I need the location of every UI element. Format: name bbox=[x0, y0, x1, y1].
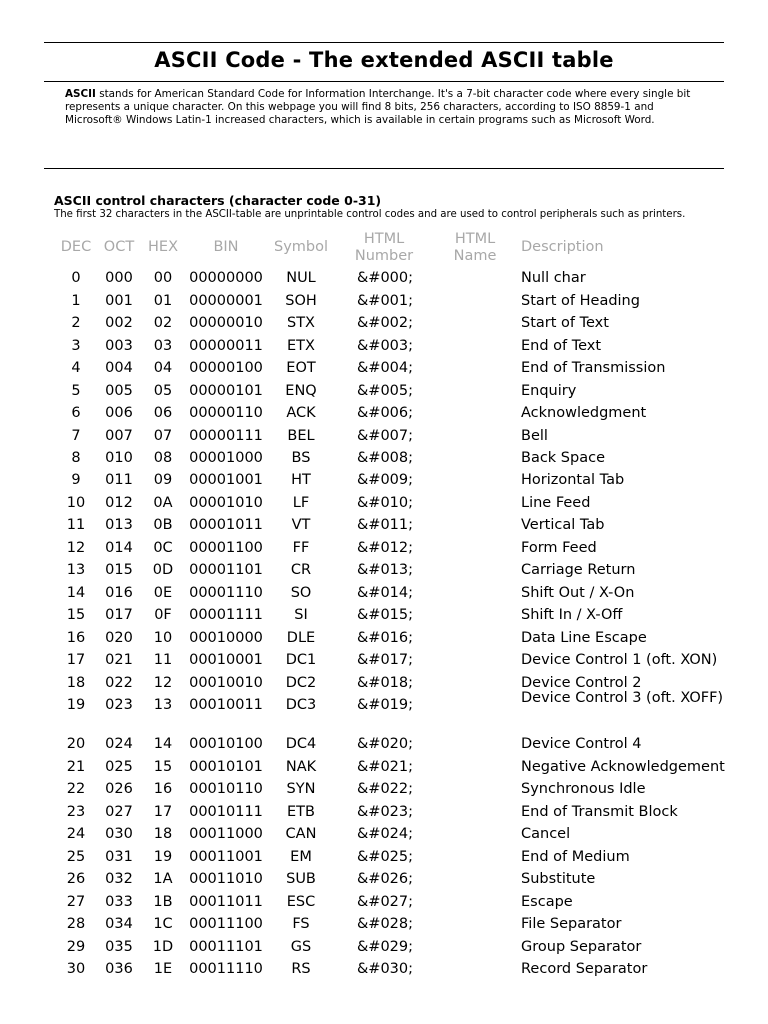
cell-description: Data Line Escape bbox=[521, 630, 647, 646]
cell-oct: 007 bbox=[105, 428, 133, 444]
cell-description: Form Feed bbox=[521, 540, 597, 556]
cell-symbol: DC1 bbox=[285, 652, 317, 668]
cell-dec: 13 bbox=[66, 562, 86, 578]
cell-description: Group Separator bbox=[521, 939, 642, 955]
cell-description: Shift Out / X-On bbox=[521, 585, 635, 601]
title-divider bbox=[44, 81, 724, 82]
cell-oct: 016 bbox=[105, 585, 133, 601]
cell-hex: 13 bbox=[153, 697, 173, 713]
cell-hex: 1D bbox=[152, 939, 174, 955]
cell-symbol: ETX bbox=[287, 338, 315, 354]
intro-paragraph bbox=[65, 88, 695, 127]
cell-html-number: &#029; bbox=[357, 939, 414, 955]
cell-symbol: CR bbox=[290, 562, 312, 578]
cell-symbol: SOH bbox=[285, 293, 317, 309]
header-symbol: Symbol bbox=[273, 239, 328, 255]
cell-bin: 00010100 bbox=[189, 736, 263, 752]
cell-hex: 0F bbox=[154, 607, 172, 623]
cell-dec: 7 bbox=[71, 428, 81, 444]
cell-hex: 07 bbox=[153, 428, 173, 444]
cell-description: Device Control 4 bbox=[521, 736, 642, 752]
cell-html-number: &#016; bbox=[357, 630, 414, 646]
cell-html-number: &#006; bbox=[357, 405, 414, 421]
cell-hex: 11 bbox=[153, 652, 173, 668]
cell-hex: 1A bbox=[153, 871, 173, 887]
cell-dec: 27 bbox=[66, 894, 86, 910]
cell-symbol: LF bbox=[292, 495, 310, 511]
cell-bin: 00011101 bbox=[189, 939, 263, 955]
cell-hex: 17 bbox=[153, 804, 173, 820]
cell-html-number: &#026; bbox=[357, 871, 414, 887]
cell-symbol: SYN bbox=[286, 781, 316, 797]
cell-bin: 00010010 bbox=[189, 675, 263, 691]
cell-oct: 000 bbox=[105, 270, 133, 286]
page-title: ASCII Code - The extended ASCII table bbox=[154, 48, 614, 72]
cell-symbol: STX bbox=[287, 315, 315, 331]
cell-description: Carriage Return bbox=[521, 562, 636, 578]
cell-bin: 00000010 bbox=[189, 315, 263, 331]
cell-oct: 013 bbox=[105, 517, 133, 533]
cell-oct: 022 bbox=[105, 675, 133, 691]
cell-hex: 0B bbox=[153, 517, 173, 533]
cell-oct: 027 bbox=[105, 804, 133, 820]
cell-description: Null char bbox=[521, 270, 586, 286]
header-html-number: HTML Number bbox=[354, 231, 414, 264]
cell-symbol: NUL bbox=[286, 270, 316, 286]
cell-html-number: &#004; bbox=[357, 360, 414, 376]
cell-hex: 0E bbox=[153, 585, 173, 601]
header-hex: HEX bbox=[148, 239, 178, 255]
cell-bin: 00001011 bbox=[189, 517, 263, 533]
cell-bin: 00011010 bbox=[189, 871, 263, 887]
cell-symbol: FF bbox=[292, 540, 310, 556]
cell-oct: 017 bbox=[105, 607, 133, 623]
cell-description: Negative Acknowledgement bbox=[521, 759, 725, 775]
cell-bin: 00000100 bbox=[189, 360, 263, 376]
cell-hex: 12 bbox=[153, 675, 173, 691]
cell-oct: 032 bbox=[105, 871, 133, 887]
cell-symbol: FS bbox=[292, 916, 310, 932]
cell-html-number: &#024; bbox=[357, 826, 414, 842]
cell-description: Cancel bbox=[521, 826, 571, 842]
cell-dec: 24 bbox=[66, 826, 86, 842]
cell-html-number: &#023; bbox=[357, 804, 414, 820]
cell-hex: 1C bbox=[153, 916, 173, 932]
cell-description: Vertical Tab bbox=[521, 517, 605, 533]
cell-description: End of Transmission bbox=[521, 360, 666, 376]
cell-bin: 00010111 bbox=[189, 804, 263, 820]
cell-oct: 006 bbox=[105, 405, 133, 421]
cell-oct: 015 bbox=[105, 562, 133, 578]
cell-html-number: &#020; bbox=[357, 736, 414, 752]
cell-html-number: &#005; bbox=[357, 383, 414, 399]
cell-hex: 0A bbox=[153, 495, 173, 511]
cell-bin: 00010000 bbox=[189, 630, 263, 646]
cell-bin: 00000111 bbox=[189, 428, 263, 444]
cell-oct: 031 bbox=[105, 849, 133, 865]
cell-hex: 03 bbox=[153, 338, 173, 354]
cell-bin: 00000011 bbox=[189, 338, 263, 354]
header-bin: BIN bbox=[213, 239, 239, 255]
cell-oct: 003 bbox=[105, 338, 133, 354]
cell-dec: 1 bbox=[71, 293, 81, 309]
cell-hex: 08 bbox=[153, 450, 173, 466]
cell-oct: 004 bbox=[105, 360, 133, 376]
cell-description: Bell bbox=[521, 428, 548, 444]
cell-bin: 00011110 bbox=[189, 961, 263, 977]
cell-html-number: &#011; bbox=[357, 517, 414, 533]
cell-oct: 020 bbox=[105, 630, 133, 646]
cell-description: Start of Heading bbox=[521, 293, 640, 309]
cell-dec: 8 bbox=[71, 450, 81, 466]
cell-description: Acknowledgment bbox=[521, 405, 647, 421]
cell-oct: 035 bbox=[105, 939, 133, 955]
cell-html-number: &#019; bbox=[357, 697, 414, 713]
cell-symbol: SUB bbox=[286, 871, 316, 887]
cell-oct: 010 bbox=[105, 450, 133, 466]
cell-symbol: DC4 bbox=[285, 736, 317, 752]
intro-divider bbox=[44, 168, 724, 169]
cell-hex: 10 bbox=[153, 630, 173, 646]
cell-bin: 00000001 bbox=[189, 293, 263, 309]
cell-description: Device Control 1 (oft. XON) bbox=[521, 652, 718, 668]
cell-dec: 5 bbox=[71, 383, 81, 399]
cell-html-number: &#015; bbox=[357, 607, 414, 623]
cell-description: Enquiry bbox=[521, 383, 577, 399]
cell-oct: 023 bbox=[105, 697, 133, 713]
cell-symbol: NAK bbox=[285, 759, 317, 775]
cell-oct: 001 bbox=[105, 293, 133, 309]
cell-bin: 00000101 bbox=[189, 383, 263, 399]
cell-description: Back Space bbox=[521, 450, 605, 466]
cell-html-number: &#009; bbox=[357, 472, 414, 488]
cell-symbol: GS bbox=[290, 939, 312, 955]
cell-description: End of Text bbox=[521, 338, 602, 354]
cell-symbol: ETB bbox=[287, 804, 315, 820]
cell-hex: 19 bbox=[153, 849, 173, 865]
cell-dec: 12 bbox=[66, 540, 86, 556]
cell-oct: 026 bbox=[105, 781, 133, 797]
cell-oct: 030 bbox=[105, 826, 133, 842]
cell-oct: 025 bbox=[105, 759, 133, 775]
section-heading: ASCII control characters (character code 0-31) bbox=[54, 193, 382, 208]
header-html-name: HTML Name bbox=[453, 231, 497, 264]
cell-dec: 17 bbox=[66, 652, 86, 668]
cell-hex: 15 bbox=[153, 759, 173, 775]
cell-oct: 036 bbox=[105, 961, 133, 977]
cell-dec: 30 bbox=[66, 961, 86, 977]
cell-html-number: &#017; bbox=[357, 652, 414, 668]
cell-symbol: BS bbox=[291, 450, 311, 466]
cell-bin: 00010110 bbox=[189, 781, 263, 797]
cell-hex: 1B bbox=[153, 894, 173, 910]
cell-oct: 021 bbox=[105, 652, 133, 668]
cell-oct: 002 bbox=[105, 315, 133, 331]
cell-bin: 00010001 bbox=[189, 652, 263, 668]
cell-bin: 00011000 bbox=[189, 826, 263, 842]
cell-description: Record Separator bbox=[521, 961, 648, 977]
cell-html-number: &#000; bbox=[357, 270, 414, 286]
cell-dec: 6 bbox=[71, 405, 81, 421]
cell-dec: 4 bbox=[71, 360, 81, 376]
cell-description: File Separator bbox=[521, 916, 622, 932]
cell-hex: 09 bbox=[153, 472, 173, 488]
header-oct: OCT bbox=[103, 239, 135, 255]
cell-hex: 04 bbox=[153, 360, 173, 376]
cell-dec: 0 bbox=[71, 270, 81, 286]
cell-bin: 00010101 bbox=[189, 759, 263, 775]
cell-html-number: &#001; bbox=[357, 293, 414, 309]
cell-dec: 29 bbox=[66, 939, 86, 955]
cell-html-number: &#028; bbox=[357, 916, 414, 932]
cell-dec: 14 bbox=[66, 585, 86, 601]
cell-html-number: &#013; bbox=[357, 562, 414, 578]
cell-symbol: BEL bbox=[287, 428, 315, 444]
cell-html-number: &#027; bbox=[357, 894, 414, 910]
cell-dec: 23 bbox=[66, 804, 86, 820]
cell-oct: 012 bbox=[105, 495, 133, 511]
cell-bin: 00000000 bbox=[189, 270, 263, 286]
cell-hex: 05 bbox=[153, 383, 173, 399]
cell-dec: 2 bbox=[71, 315, 81, 331]
header-description: Description bbox=[521, 239, 604, 255]
cell-hex: 06 bbox=[153, 405, 173, 421]
cell-symbol: DC2 bbox=[285, 675, 317, 691]
cell-symbol: ESC bbox=[286, 894, 316, 910]
cell-description: Shift In / X-Off bbox=[521, 607, 623, 623]
cell-description: Line Feed bbox=[521, 495, 591, 511]
cell-symbol: RS bbox=[291, 961, 311, 977]
cell-html-number: &#010; bbox=[357, 495, 414, 511]
cell-dec: 16 bbox=[66, 630, 86, 646]
cell-bin: 00001101 bbox=[189, 562, 263, 578]
cell-oct: 024 bbox=[105, 736, 133, 752]
cell-dec: 18 bbox=[66, 675, 86, 691]
cell-html-number: &#025; bbox=[357, 849, 414, 865]
cell-oct: 005 bbox=[105, 383, 133, 399]
cell-dec: 19 bbox=[66, 697, 86, 713]
cell-description: End of Transmit Block bbox=[521, 804, 678, 820]
cell-html-number: &#007; bbox=[357, 428, 414, 444]
cell-oct: 011 bbox=[105, 472, 133, 488]
cell-symbol: HT bbox=[291, 472, 311, 488]
cell-symbol: EOT bbox=[286, 360, 316, 376]
cell-hex: 02 bbox=[153, 315, 173, 331]
cell-bin: 00001111 bbox=[189, 607, 263, 623]
cell-hex: 18 bbox=[153, 826, 173, 842]
cell-hex: 14 bbox=[153, 736, 173, 752]
cell-dec: 22 bbox=[66, 781, 86, 797]
cell-symbol: DLE bbox=[286, 630, 316, 646]
cell-html-number: &#022; bbox=[357, 781, 414, 797]
cell-dec: 9 bbox=[71, 472, 81, 488]
cell-dec: 21 bbox=[66, 759, 86, 775]
cell-description: Device Control 3 (oft. XOFF) bbox=[521, 690, 724, 706]
cell-html-number: &#012; bbox=[357, 540, 414, 556]
cell-description: Device Control 2 bbox=[521, 675, 642, 691]
cell-symbol: ACK bbox=[286, 405, 316, 421]
cell-symbol: SO bbox=[290, 585, 312, 601]
cell-dec: 25 bbox=[66, 849, 86, 865]
cell-dec: 15 bbox=[66, 607, 86, 623]
cell-bin: 00001000 bbox=[189, 450, 263, 466]
cell-symbol: VT bbox=[291, 517, 311, 533]
cell-dec: 28 bbox=[66, 916, 86, 932]
cell-oct: 014 bbox=[105, 540, 133, 556]
intro-lead: ASCII bbox=[65, 88, 96, 100]
cell-bin: 00001100 bbox=[189, 540, 263, 556]
cell-symbol: EM bbox=[290, 849, 312, 865]
top-divider bbox=[44, 42, 724, 43]
cell-html-number: &#030; bbox=[357, 961, 414, 977]
cell-html-number: &#021; bbox=[357, 759, 414, 775]
cell-dec: 20 bbox=[66, 736, 86, 752]
cell-oct: 033 bbox=[105, 894, 133, 910]
cell-html-number: &#008; bbox=[357, 450, 414, 466]
cell-hex: 00 bbox=[153, 270, 173, 286]
cell-bin: 00011011 bbox=[189, 894, 263, 910]
cell-html-number: &#003; bbox=[357, 338, 414, 354]
cell-dec: 11 bbox=[66, 517, 86, 533]
cell-symbol: DC3 bbox=[285, 697, 317, 713]
cell-description: Horizontal Tab bbox=[521, 472, 625, 488]
cell-bin: 00000110 bbox=[189, 405, 263, 421]
cell-bin: 00001001 bbox=[189, 472, 263, 488]
cell-description: Synchronous Idle bbox=[521, 781, 646, 797]
header-dec: DEC bbox=[60, 239, 92, 255]
cell-hex: 1E bbox=[153, 961, 173, 977]
cell-dec: 26 bbox=[66, 871, 86, 887]
cell-hex: 0C bbox=[153, 540, 173, 556]
cell-oct: 034 bbox=[105, 916, 133, 932]
intro-text: stands for American Standard Code for Information Interchange. It's a 7-bit character code where every single bit represents a unique character. On this webpage you will find 8 bits, 256 characters, according to ISO 8859-1 and Microsoft® Windows Latin-1 increased characters, which is available in certain programs such as Microsoft Word. bbox=[65, 88, 691, 126]
cell-hex: 16 bbox=[153, 781, 173, 797]
cell-description: Escape bbox=[521, 894, 573, 910]
cell-bin: 00011100 bbox=[189, 916, 263, 932]
cell-symbol: SI bbox=[294, 607, 308, 623]
cell-html-number: &#014; bbox=[357, 585, 414, 601]
cell-symbol: CAN bbox=[285, 826, 317, 842]
cell-hex: 01 bbox=[153, 293, 173, 309]
cell-dec: 10 bbox=[66, 495, 86, 511]
cell-hex: 0D bbox=[152, 562, 174, 578]
cell-bin: 00001010 bbox=[189, 495, 263, 511]
cell-bin: 00001110 bbox=[189, 585, 263, 601]
cell-bin: 00010011 bbox=[189, 697, 263, 713]
cell-html-number: &#002; bbox=[357, 315, 414, 331]
cell-description: Substitute bbox=[521, 871, 596, 887]
cell-dec: 3 bbox=[71, 338, 81, 354]
cell-symbol: ENQ bbox=[285, 383, 317, 399]
cell-description: Start of Text bbox=[521, 315, 609, 331]
cell-bin: 00011001 bbox=[189, 849, 263, 865]
cell-html-number: &#018; bbox=[357, 675, 414, 691]
section-subtitle: The first 32 characters in the ASCII-table are unprintable control codes and are used to control peripherals such as printers. bbox=[54, 209, 686, 220]
cell-description: End of Medium bbox=[521, 849, 630, 865]
